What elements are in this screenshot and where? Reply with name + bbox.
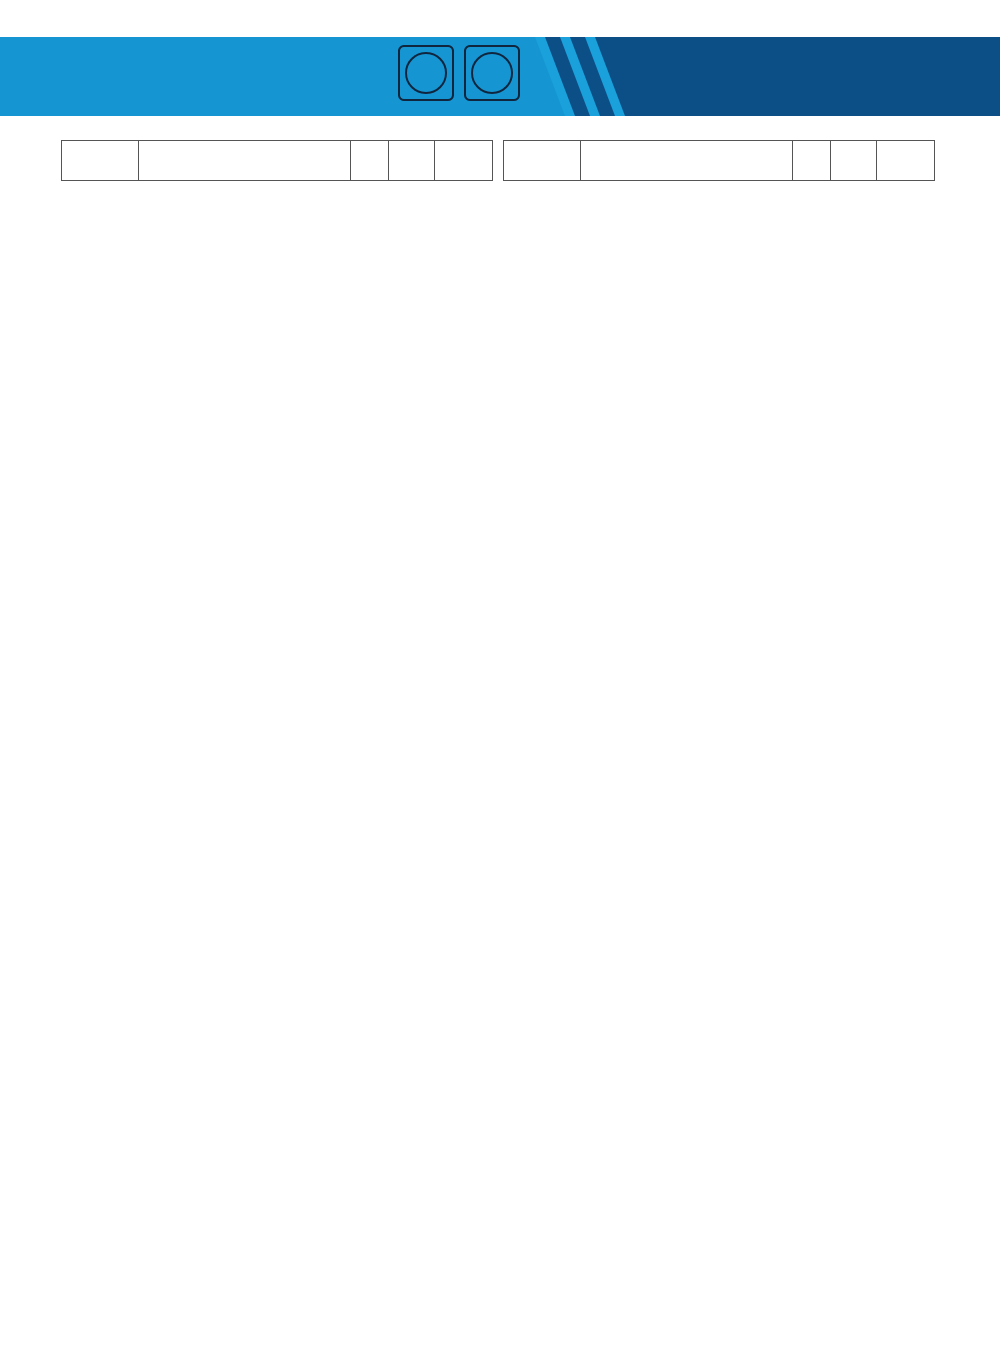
col-code xyxy=(504,141,581,181)
col-use xyxy=(877,141,935,181)
profile-table-left xyxy=(61,140,493,181)
col-figure xyxy=(581,141,793,181)
col-code xyxy=(62,141,139,181)
col-weight xyxy=(831,141,877,181)
col-use xyxy=(435,141,493,181)
badge-ring xyxy=(405,52,447,94)
col-thickness xyxy=(793,141,831,181)
badge-ring xyxy=(471,52,513,94)
profile-table-right xyxy=(503,140,935,181)
col-weight xyxy=(389,141,435,181)
col-figure xyxy=(139,141,351,181)
cqm-r-badge xyxy=(398,45,454,101)
cqm-q-badge xyxy=(464,45,520,101)
col-thickness xyxy=(351,141,389,181)
